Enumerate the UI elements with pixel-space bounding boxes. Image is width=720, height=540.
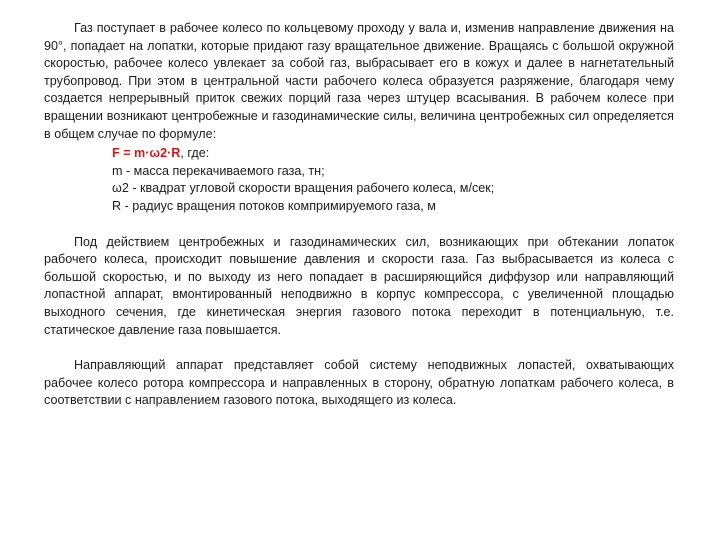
formula-where-label: , где: [180, 146, 210, 161]
paragraph-guide-apparatus: Направляющий аппарат представляет собой систему неподвижных лопастей, охватывающих рабочее колесо ротора компрессора и направленных в сторону, обратную лопаткам рабочего колеса, в соответствии с направлением газового потока, выходящего из колеса. [44, 358, 674, 408]
formula-line [112, 145, 674, 163]
formula-legend-radius: R - радиус вращения потоков компримируемого газа, м [112, 198, 436, 213]
paragraph-diffuser: Под действием центробежных и газодинамических сил, возникающих при обтекании лопаток рабочего колеса, происходит повышение давления и скорости газа. Газ выбрасывается из колеса с большой скоростью, и по выходу из него попадает в расширяющийся диффузор или направляющий лопастной аппарат, вмонтированный неподвижно в корпус компрессора, с увеличенной площадью выходного сечения, где кинетическая энергия газового потока переходит в потенциальную, т.е. статическое давление газа повышается. [44, 234, 674, 337]
formula-legend-mass: m - масса перекачиваемого газа, тн; [112, 163, 325, 178]
formula-block [112, 145, 674, 215]
centrifugal-force-formula: F = m·ω2·R [112, 146, 181, 161]
formula-legend-omega: ω2 - квадрат угловой скорости вращения рабочего колеса, м/сек; [112, 181, 495, 196]
document-page [44, 20, 674, 410]
paragraph-gas-flow: Газ поступает в рабочее колесо по кольцевому проходу у вала и, изменив направление движения на 90°, попадает на лопатки, которые придают газу вращательное движение. Вращаясь с большой окружной скоростью, рабочее колесо увлекает за собой газ, выбрасывает его в кожух и далее в нагнетательный трубопровод. При этом в центральной части рабочего колеса образуется разряжение, благодаря чему создается непрерывный приток свежих порций газа через штуцер всасывания. В рабочем колесе при вращении возникают центробежные и газодинамические силы, величина центробежных сил определяется в общем случае по формуле: [44, 21, 674, 141]
